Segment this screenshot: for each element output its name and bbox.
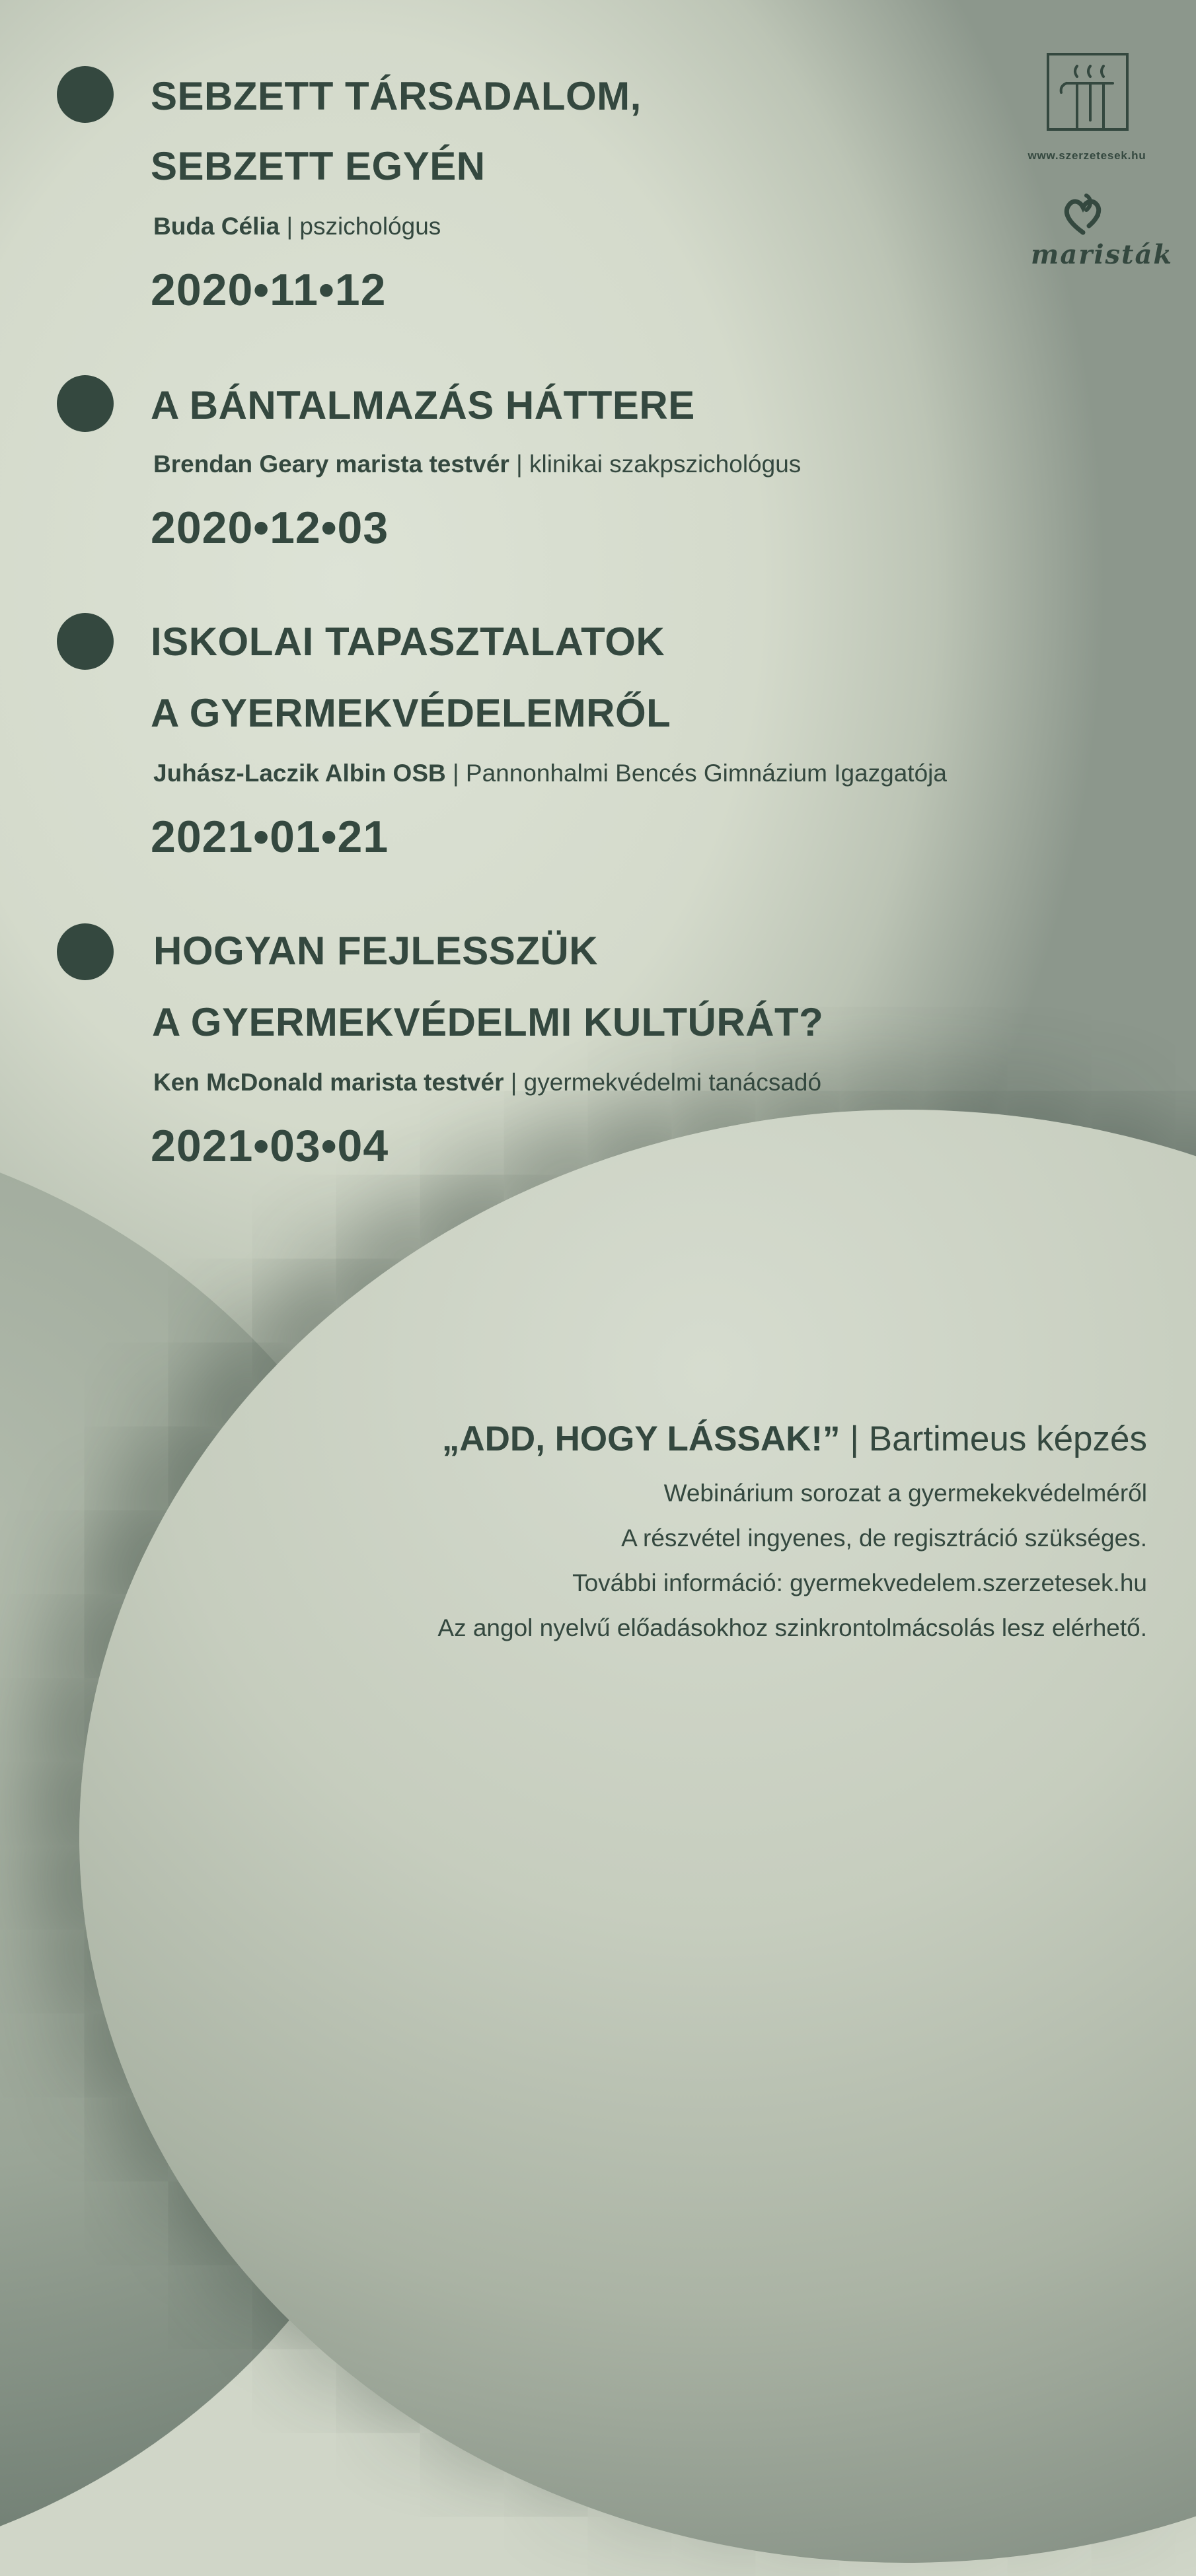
- speaker-role: | pszichológus: [280, 213, 441, 240]
- event-title-line: A GYERMEKVÉDELMI KULTÚRÁT?: [152, 1000, 824, 1044]
- szerzetesek-logo-icon: [1047, 53, 1129, 131]
- footer-line: Az angol nyelvű előadásokhoz szinkrontolmácsolás lesz elérhető.: [437, 1614, 1147, 1641]
- footer-title: [442, 1419, 1147, 1459]
- bullet-dot: [57, 66, 114, 123]
- event-title-line: SEBZETT TÁRSADALOM,: [151, 74, 642, 118]
- footer-title-rest: | Bartimeus képzés: [840, 1419, 1147, 1458]
- event-title-line: SEBZETT EGYÉN: [151, 144, 486, 188]
- event-date: 2021•01•21: [151, 812, 389, 862]
- event-speaker: [153, 450, 801, 478]
- marist-logo-text: maristák: [1031, 239, 1174, 270]
- footer-line: Webinárium sorozat a gyermekekvédelméről: [663, 1480, 1147, 1507]
- speaker-name: Brendan Geary marista testvér: [153, 450, 509, 478]
- speaker-name: Buda Célia: [153, 213, 280, 240]
- event-title-line: A BÁNTALMAZÁS HÁTTERE: [151, 383, 695, 427]
- event-speaker: [153, 213, 441, 240]
- bullet-dot: [57, 923, 114, 980]
- speaker-role: | klinikai szakpszichológus: [509, 450, 802, 478]
- szerzetesek-url: www.szerzetesek.hu: [1028, 149, 1146, 162]
- speaker-role: | gyermekvédelmi tanácsadó: [504, 1069, 822, 1096]
- speaker-name: Juhász-Laczik Albin OSB: [153, 760, 446, 787]
- marist-heart-icon: [1060, 192, 1106, 238]
- event-title-line: A GYERMEKVÉDELEMRŐL: [151, 691, 671, 735]
- event-title-line: HOGYAN FEJLESSZÜK: [153, 929, 599, 973]
- bullet-dot: [57, 613, 114, 670]
- bullet-dot: [57, 375, 114, 432]
- event-speaker: [153, 760, 947, 787]
- event-speaker: [153, 1069, 821, 1096]
- speaker-role: | Pannonhalmi Bencés Gimnázium Igazgatója: [445, 760, 947, 787]
- footer-title-bold: „ADD, HOGY LÁSSAK!”: [441, 1419, 841, 1458]
- speaker-name: Ken McDonald marista testvér: [153, 1069, 504, 1096]
- event-date: 2020•11•12: [151, 265, 387, 315]
- footer-line: A részvétel ingyenes, de regisztráció szükséges.: [621, 1524, 1147, 1552]
- event-date: 2021•03•04: [151, 1121, 389, 1171]
- footer-line: További információ: gyermekvedelem.szerzetesek.hu: [572, 1569, 1147, 1596]
- event-date: 2020•12•03: [151, 503, 389, 553]
- event-title-line: ISKOLAI TAPASZTALATOK: [151, 620, 665, 664]
